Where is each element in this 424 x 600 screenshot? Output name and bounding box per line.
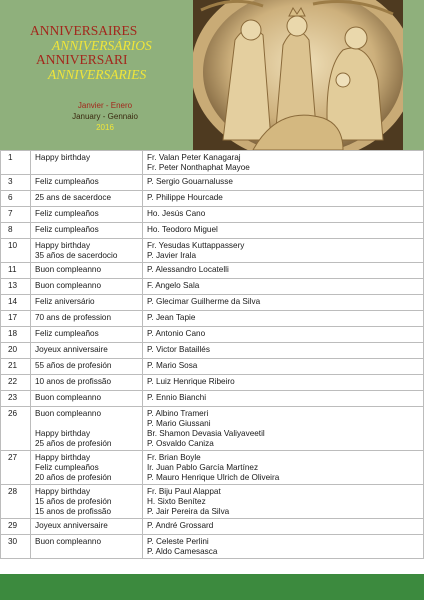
day-number: 10 (1, 239, 31, 263)
day-number: 21 (1, 359, 31, 375)
day-number: 18 (1, 327, 31, 343)
name-cell (143, 535, 424, 559)
table-row (1, 151, 424, 175)
day-number: 3 (1, 175, 31, 191)
person-name: P. Antonio Cano (147, 329, 206, 338)
occasion-cell (31, 375, 143, 391)
header-banner (0, 0, 424, 150)
occasion-text: Buon compleanno (35, 409, 102, 418)
table-row (1, 407, 424, 451)
day-number: 30 (1, 535, 31, 559)
person-name: P. Mario Giussani (147, 419, 211, 428)
person-name: P. Jean Tapie (147, 313, 196, 322)
day-number: 17 (1, 311, 31, 327)
person-name: Fr. Brian Boyle (147, 453, 201, 462)
day-number: 6 (1, 191, 31, 207)
occasion-cell (31, 391, 143, 407)
occasion-text: Buon compleanno (35, 537, 102, 546)
occasion-text (35, 163, 138, 173)
table-row (1, 279, 424, 295)
person-name: Fr. Yesudas Kuttappassery (147, 241, 245, 250)
occasion-text (35, 419, 138, 429)
occasion-cell (31, 359, 143, 375)
person-name: P. Ennio Bianchi (147, 393, 207, 402)
table-row (1, 295, 424, 311)
day-number: 27 (1, 451, 31, 485)
table-row (1, 207, 424, 223)
person-name: Fr. Biju Paul Alappat (147, 487, 221, 496)
person-name: P. Glecimar Guilherme da Silva (147, 297, 261, 306)
table-row (1, 191, 424, 207)
name-cell (143, 175, 424, 191)
day-number: 13 (1, 279, 31, 295)
person-name: Br. Shamon Devasia Valiyaveetil (147, 429, 265, 438)
occasion-cell (31, 535, 143, 559)
person-name: H. Sixto Benítez (147, 497, 206, 506)
person-name: Ho. Jesús Cano (147, 209, 206, 218)
person-name: P. Philippe Hourcade (147, 193, 223, 202)
occasion-text: Happy birthday (35, 487, 91, 496)
occasion-text: 20 años de profesión (35, 473, 112, 482)
day-number: 11 (1, 263, 31, 279)
occasion-cell (31, 407, 143, 451)
day-number: 20 (1, 343, 31, 359)
person-name: P. Luiz Henrique Ribeiro (147, 377, 235, 386)
occasion-cell (31, 295, 143, 311)
occasion-text: Happy birthday (35, 153, 91, 162)
table-row (1, 391, 424, 407)
day-number: 23 (1, 391, 31, 407)
occasion-text: 35 años de sacerdocio (35, 251, 118, 260)
occasion-text: 10 anos de profissão (35, 377, 112, 386)
occasion-cell (31, 485, 143, 519)
person-name: P. Victor Bataillés (147, 345, 210, 354)
table-row (1, 375, 424, 391)
name-cell (143, 191, 424, 207)
occasion-text: Feliz cumpleaños (35, 177, 99, 186)
name-cell (143, 263, 424, 279)
day-number: 8 (1, 223, 31, 239)
person-name: P. Celeste Perlini (147, 537, 209, 546)
table-row (1, 239, 424, 263)
occasion-text: 70 ans de profession (35, 313, 112, 322)
person-name: P. Javier Irala (147, 251, 196, 260)
day-number: 29 (1, 519, 31, 535)
person-name: Fr. Peter Nonthaphat Mayoe (147, 163, 250, 172)
person-name: Fr. Valan Peter Kanagaraj (147, 153, 241, 162)
table-row (1, 451, 424, 485)
name-cell (143, 207, 424, 223)
title-french: ANNIVERSAIRES (30, 23, 138, 38)
table-row (1, 311, 424, 327)
occasion-text: Joyeux anniversaire (35, 345, 108, 354)
occasion-text: Buon compleanno (35, 281, 102, 290)
name-cell (143, 279, 424, 295)
day-number: 22 (1, 375, 31, 391)
day-number: 14 (1, 295, 31, 311)
name-cell (143, 359, 424, 375)
name-cell (143, 451, 424, 485)
occasion-cell (31, 239, 143, 263)
person-name: P. Albino Trameri (147, 409, 209, 418)
occasion-text: Feliz cumpleaños (35, 463, 99, 472)
name-cell (143, 311, 424, 327)
occasion-cell (31, 191, 143, 207)
occasion-cell (31, 311, 143, 327)
name-cell (143, 375, 424, 391)
occasion-text: Feliz cumpleaños (35, 329, 99, 338)
name-cell (143, 295, 424, 311)
occasion-cell (31, 343, 143, 359)
name-cell (143, 485, 424, 519)
day-number: 1 (1, 151, 31, 175)
name-cell (143, 151, 424, 175)
month-en-it: January - Gennaio (72, 112, 138, 121)
table-row (1, 263, 424, 279)
title-portuguese: ANNIVERSÁRIOS (52, 37, 152, 53)
occasion-text (35, 547, 138, 557)
anniversaries-table (0, 150, 424, 559)
table-row (1, 485, 424, 519)
person-name: P. André Grossard (147, 521, 214, 530)
occasion-text: 25 ans de sacerdoce (35, 193, 112, 202)
occasion-text: 15 anos de profissão (35, 507, 112, 516)
person-name: P. Alessandro Locatelli (147, 265, 229, 274)
name-cell (143, 239, 424, 263)
occasion-text: Buon compleanno (35, 265, 102, 274)
occasion-text: Happy birthday (35, 429, 91, 438)
name-cell (143, 407, 424, 451)
month-fr-es: Janvier - Enero (77, 101, 133, 110)
title-english: ANNIVERSARIES (48, 66, 147, 82)
person-name: P. Mauro Henrique Ulrich de Oliveira (147, 473, 280, 482)
person-name: Ir. Juan Pablo García Martínez (147, 463, 259, 472)
person-name: P. Sergio Gouarnalusse (147, 177, 233, 186)
year: 2016 (96, 123, 114, 132)
occasion-text: Happy birthday (35, 241, 91, 250)
table-row (1, 535, 424, 559)
day-number: 26 (1, 407, 31, 451)
month-block (40, 100, 170, 133)
name-cell (143, 391, 424, 407)
occasion-cell (31, 451, 143, 485)
occasion-text: Feliz cumpleaños (35, 209, 99, 218)
day-number: 28 (1, 485, 31, 519)
nativity-relief-image (193, 0, 403, 150)
person-name: F. Angelo Sala (147, 281, 200, 290)
occasion-cell (31, 207, 143, 223)
occasion-cell (31, 223, 143, 239)
occasion-cell (31, 263, 143, 279)
table-row (1, 519, 424, 535)
person-name: Ho. Teodoro Miguel (147, 225, 218, 234)
occasion-text: Feliz cumpleaños (35, 225, 99, 234)
occasion-text: Happy birthday (35, 453, 91, 462)
occasion-text: Feliz aniversário (35, 297, 95, 306)
person-name: P. Osvaldo Caniza (147, 439, 214, 448)
occasion-cell (31, 327, 143, 343)
footer-bar (0, 574, 424, 600)
occasion-text: Joyeux anniversaire (35, 521, 108, 530)
name-cell (143, 223, 424, 239)
occasion-text: 55 años de profesión (35, 361, 112, 370)
name-cell (143, 343, 424, 359)
title-italian: ANNIVERSARI (36, 52, 128, 67)
table-row (1, 175, 424, 191)
person-name: P. Mario Sosa (147, 361, 198, 370)
occasion-cell (31, 279, 143, 295)
occasion-text: 25 años de profesión (35, 439, 112, 448)
table-row (1, 359, 424, 375)
occasion-text: Buon compleanno (35, 393, 102, 402)
name-cell (143, 327, 424, 343)
occasion-cell (31, 519, 143, 535)
person-name: P. Aldo Camesasca (147, 547, 218, 556)
name-cell (143, 519, 424, 535)
day-number: 7 (1, 207, 31, 223)
person-name: P. Jair Pereira da Silva (147, 507, 230, 516)
table-row (1, 327, 424, 343)
occasion-cell (31, 175, 143, 191)
table-row (1, 223, 424, 239)
occasion-text: 15 años de profesión (35, 497, 112, 506)
occasion-cell (31, 151, 143, 175)
table-row (1, 343, 424, 359)
